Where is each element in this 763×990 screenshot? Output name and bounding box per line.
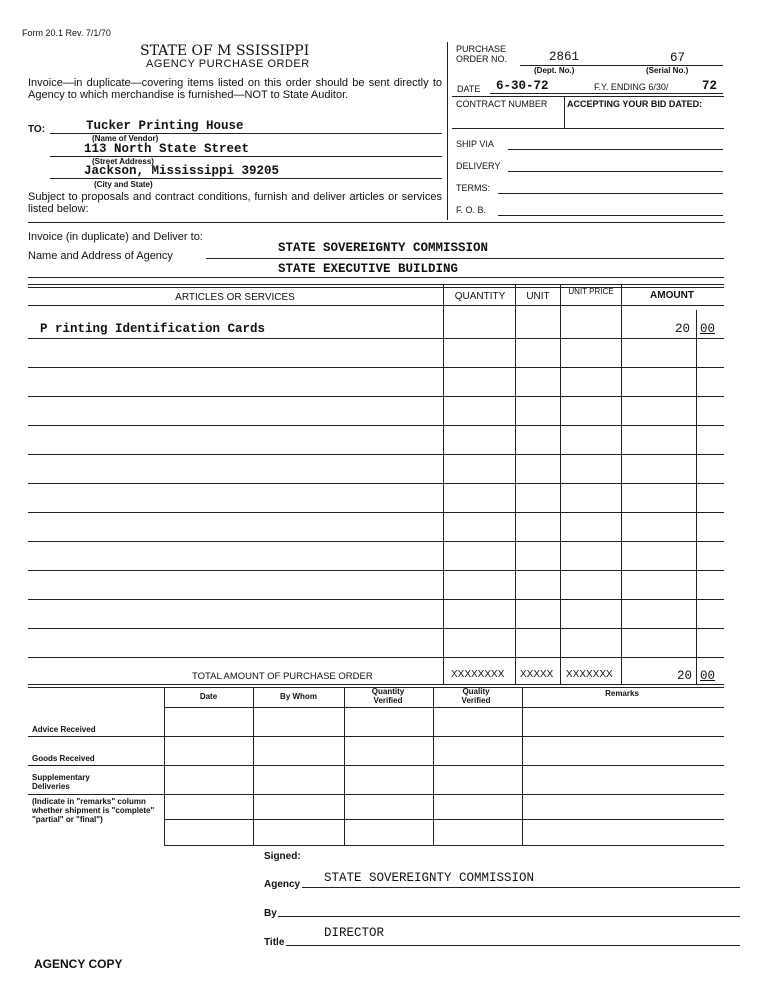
total-qty-x: XXXXXXXX	[451, 669, 505, 680]
contract-number-label: CONTRACT NUMBER	[456, 99, 548, 109]
total-unit-x: XXXXX	[520, 669, 554, 680]
item-description: P rinting Identification Cards	[40, 322, 266, 336]
sign-by-label: By	[264, 908, 277, 919]
header-amount: AMOUNT	[650, 290, 694, 301]
vendor-street: 113 North State Street	[84, 142, 250, 156]
receipt-header-by-whom: By Whom	[280, 692, 317, 701]
po-serial-no: 67	[670, 51, 686, 65]
po-label: PURCHASE ORDER NO.	[456, 44, 508, 64]
agency-address: STATE EXECUTIVE BUILDING	[278, 262, 459, 276]
total-price-x: XXXXXXX	[566, 669, 613, 680]
accepting-bid-label: ACCEPTING YOUR BID DATED:	[567, 99, 703, 109]
serial-caption: (Serial No.)	[646, 66, 689, 75]
sign-title-value: DIRECTOR	[324, 926, 385, 940]
vendor-name: Tucker Printing House	[86, 119, 244, 133]
deliver-to-label: Invoice (in duplicate) and Deliver to:	[28, 231, 203, 243]
ship-via-label: SHIP VIA	[456, 139, 494, 149]
receipt-header-quantity-verified: Quantity Verified	[371, 687, 405, 705]
remarks-note: (Indicate in "remarks" column whether shipment is "complete" "partial" or "final")	[32, 797, 155, 824]
vendor-city-caption: (City and State)	[94, 180, 153, 189]
header-unit-price: UNIT PRICE	[568, 287, 614, 296]
header-quantity: QUANTITY	[454, 291, 506, 302]
sign-agency-value: STATE SOVEREIGNTY COMMISSION	[324, 871, 535, 885]
agency-name-label: Name and Address of Agency	[28, 250, 173, 262]
state-title: STATE OF M SSISSIPPI	[140, 43, 310, 59]
fy-label: F.Y. ENDING 6/30/	[594, 82, 669, 92]
header-articles: ARTICLES OR SERVICES	[175, 292, 295, 303]
fy-year: 72	[702, 79, 718, 93]
vendor-street-caption: (Street Address)	[92, 157, 154, 166]
signed-label: Signed:	[264, 851, 301, 862]
po-date: 6-30-72	[496, 79, 549, 93]
to-label: TO:	[28, 124, 46, 135]
vendor-name-caption: (Name of Vendor)	[92, 134, 159, 143]
item-amount-cents: 00	[700, 322, 716, 336]
header-unit: UNIT	[526, 291, 550, 302]
fob-label: F. O. B.	[456, 205, 487, 215]
form-id: Form 20.1 Rev. 7/1/70	[22, 28, 111, 38]
goods-received-label: Goods Received	[32, 754, 95, 763]
invoice-instructions: Invoice—in duplicate—covering items listed on this order should be sent directly to Agency to which merchandise is furnished—NOT to State Auditor.	[28, 77, 442, 101]
vendor-city: Jackson, Mississippi 39205	[84, 164, 280, 178]
delivery-label: DELIVERY	[456, 161, 501, 171]
total-amount-cents: 00	[700, 669, 716, 683]
supplementary-deliveries-label: Supplementary Deliveries	[32, 773, 90, 791]
date-label: DATE	[457, 84, 481, 94]
sign-agency-label: Agency	[264, 879, 301, 890]
terms-label: TERMS:	[456, 183, 491, 193]
agency-copy-label: AGENCY COPY	[34, 957, 123, 971]
sign-title-label: Title	[264, 937, 285, 948]
agency-name: STATE SOVEREIGNTY COMMISSION	[278, 241, 489, 255]
po-dept-no: 2861	[549, 50, 580, 64]
form-subtitle: AGENCY PURCHASE ORDER	[146, 58, 310, 70]
total-label: TOTAL AMOUNT OF PURCHASE ORDER	[192, 671, 373, 682]
advice-received-label: Advice Received	[32, 725, 96, 734]
receipt-header-date: Date	[199, 692, 218, 701]
receipt-header-quality-verified: Quality Verified	[461, 687, 491, 705]
receipt-header-remarks: Remarks	[605, 689, 639, 698]
total-amount-dollars: 20	[677, 669, 693, 683]
subject-text: Subject to proposals and contract conditions, furnish and deliver articles or services listed below:	[28, 191, 442, 215]
dept-caption: (Dept. No.)	[534, 66, 575, 75]
item-amount-dollars: 20	[675, 322, 691, 336]
